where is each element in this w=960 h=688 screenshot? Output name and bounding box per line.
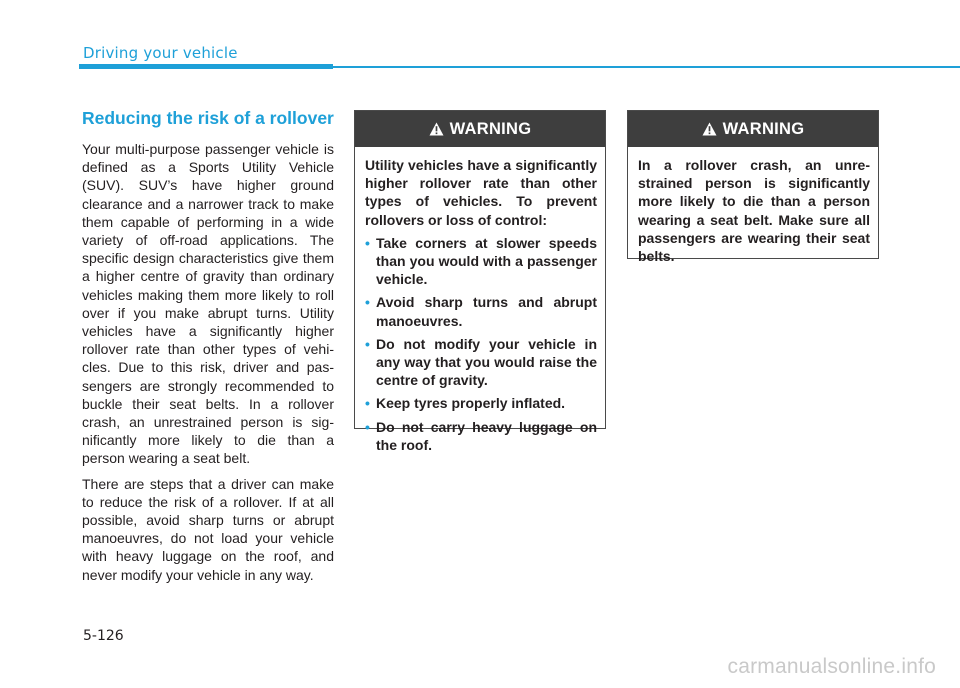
warning-triangle-icon xyxy=(702,122,717,136)
header-rule-thin xyxy=(333,66,960,68)
warning-header xyxy=(355,111,605,147)
page-number: 5-126 xyxy=(83,628,124,644)
body-paragraph-1: Your multi-purpose passenger vehicle is defined as a Sports Utility Vehicle (SUV). SUV’s have higher ground clearance and a narrower track to make them capable of performing in a wide variety of off-road applications. The specific design characteristics give them a higher centre of gravity than ordinary vehicles making them more likely to roll over if you make abrupt turns. Utility vehicles have a significantly higher rollover rate than other types of vehicles. Due to this risk, driver and passengers are strongly recommended to buckle their seat belts. In a rollover crash, an unrestrained person is significantly more likely to die than a person wearing a seat belt. xyxy=(82,141,334,467)
list-item xyxy=(365,335,597,390)
list-item xyxy=(365,234,597,289)
warning-body xyxy=(628,147,878,265)
warning-box-rollover xyxy=(354,110,606,453)
header-title: Driving your vehicle xyxy=(83,44,238,62)
warning-title: WARNING xyxy=(722,119,805,138)
warning-box-seatbelt xyxy=(627,110,879,265)
bullet-dot: • xyxy=(365,234,370,251)
bullet-dot: • xyxy=(365,395,370,412)
list-item-text: Avoid sharp turns and abrupt manoeuvres. xyxy=(376,294,597,329)
bullet-dot: • xyxy=(365,294,370,311)
warning-body xyxy=(355,147,605,454)
warning-title: WARNING xyxy=(449,119,532,138)
watermark: carmanualsonline.info xyxy=(727,655,936,678)
warning-list xyxy=(365,234,597,454)
warning-intro: Utility vehicles have a significantly higher rollover rate than other types of vehicles. To prevent rollovers or loss of control: xyxy=(365,157,597,228)
warning-triangle-icon xyxy=(429,122,444,136)
list-item-text: Do not carry heavy luggage on the roof. xyxy=(376,418,597,453)
body-paragraph-2: There are steps that a driver can make to reduce the risk of a rollover. If at all possible, avoid sharp turns or abrupt manoeuvres, do not load your vehicle with heavy luggage on the roof, and never modify your vehicle in any way. xyxy=(82,475,334,583)
bullet-dot: • xyxy=(365,418,370,435)
warning-header xyxy=(628,111,878,147)
list-item-text: Do not modify your vehicle in any way that you would raise the centre of gravity. xyxy=(376,335,597,389)
list-item xyxy=(365,394,597,412)
bullet-dot: • xyxy=(365,335,370,352)
list-item xyxy=(365,293,597,329)
list-item-text: Keep tyres properly inflated. xyxy=(376,395,566,412)
header-rule-thick xyxy=(79,64,333,69)
main-column xyxy=(82,108,334,591)
list-item-text: Take corners at slower speeds than you would with a passenger vehicle. xyxy=(376,234,597,288)
section-heading: Reducing the risk of a rollover xyxy=(82,108,334,128)
warning-text: In a rollover crash, an unrestrained person is significantly more likely to die than a person wearing a seat belt. Make sure all passengers are wearing their seat belts. xyxy=(638,157,870,265)
list-item xyxy=(365,418,597,454)
